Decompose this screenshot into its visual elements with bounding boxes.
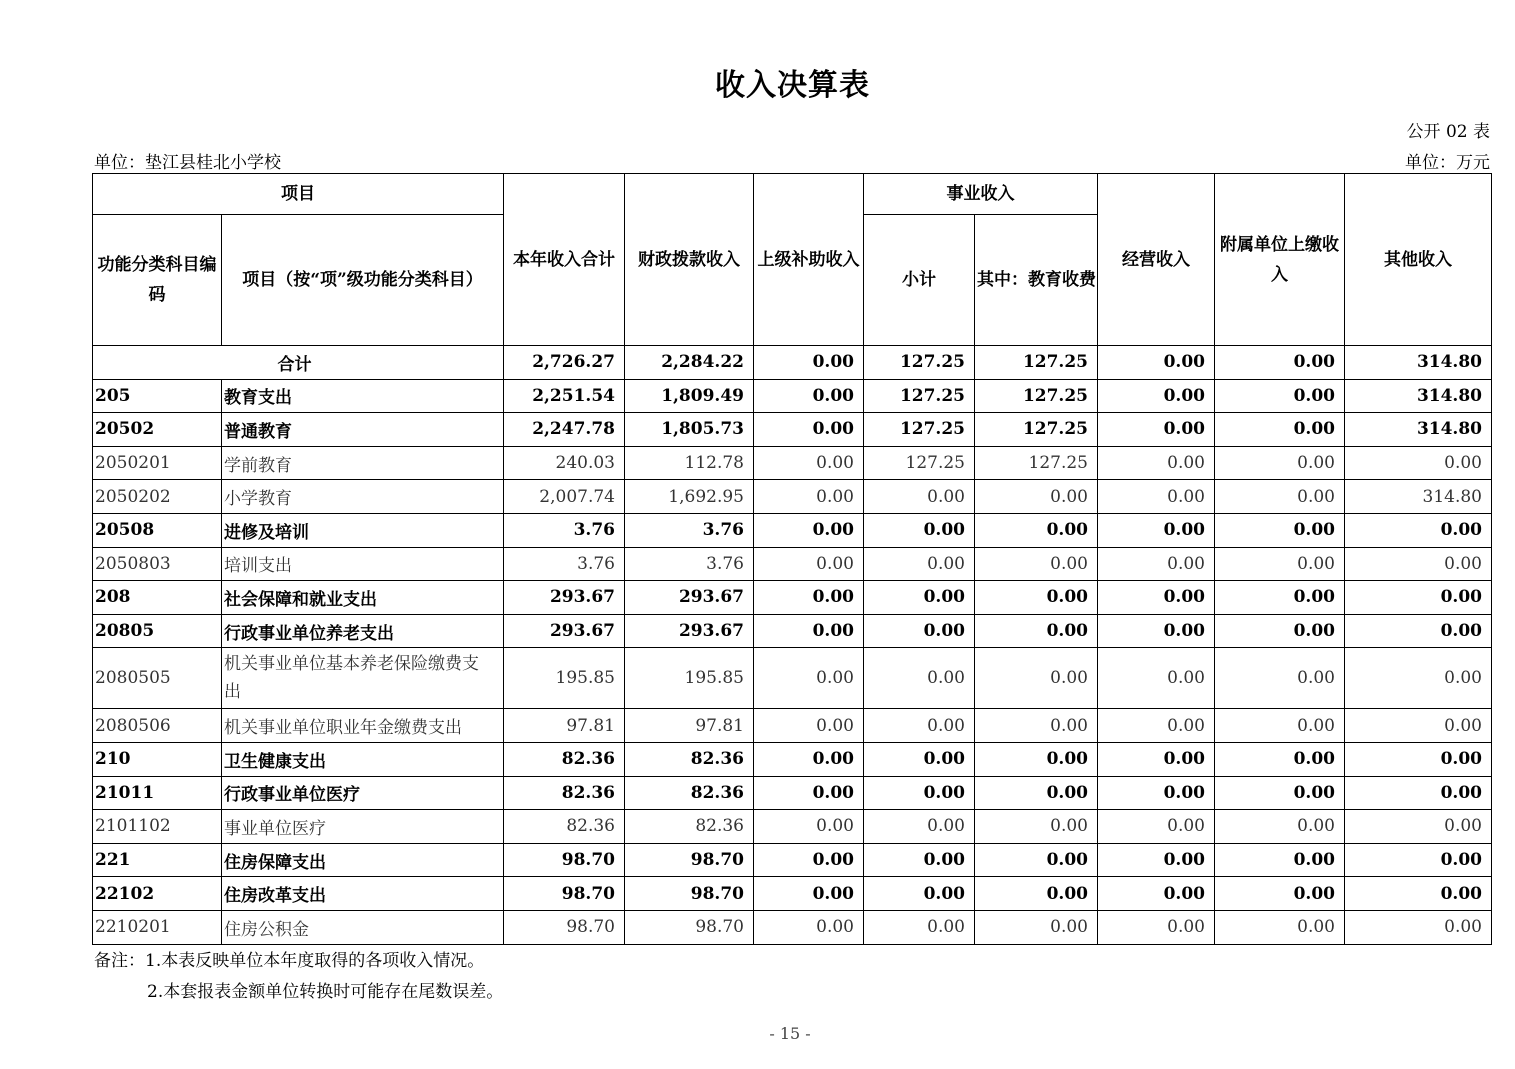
row-value: 0.00 (1215, 648, 1345, 709)
row-value: 97.81 (504, 709, 625, 743)
row-value: 0.00 (975, 480, 1098, 514)
row-code: 22102 (93, 877, 222, 911)
row-value: 0.00 (1345, 581, 1492, 615)
row-value: 0.00 (754, 810, 864, 844)
header-fiscal: 财政拨款收入 (625, 174, 754, 346)
total-cell: 127.25 (975, 346, 1098, 380)
total-cell: 0.00 (1098, 346, 1215, 380)
row-value: 0.00 (1215, 709, 1345, 743)
row-value: 0.00 (1345, 742, 1492, 776)
row-value: 0.00 (864, 614, 975, 648)
table-row (93, 810, 1492, 844)
currency-unit: 单位：万元 (1405, 153, 1490, 173)
row-value: 0.00 (754, 581, 864, 615)
row-value: 0.00 (1215, 742, 1345, 776)
header-edu-fee: 其中：教育收费 (975, 215, 1098, 346)
row-value: 3.76 (504, 547, 625, 581)
row-value: 314.80 (1345, 480, 1492, 514)
total-cell: 2,284.22 (625, 346, 754, 380)
header-affiliated: 附属单位上缴收入 (1215, 174, 1345, 346)
row-value: 127.25 (864, 379, 975, 413)
row-value: 0.00 (864, 877, 975, 911)
table-header (93, 174, 1492, 346)
row-value: 0.00 (975, 648, 1098, 709)
row-value: 0.00 (1098, 379, 1215, 413)
row-name: 教育支出 (222, 379, 504, 413)
row-value: 2,251.54 (504, 379, 625, 413)
row-name: 社会保障和就业支出 (222, 581, 504, 615)
row-value: 0.00 (754, 446, 864, 480)
row-value: 0.00 (754, 776, 864, 810)
note-line-2: 2.本套报表金额单位转换时可能存在尾数误差。 (147, 982, 504, 1002)
row-value: 0.00 (975, 742, 1098, 776)
row-value: 0.00 (754, 877, 864, 911)
reporting-unit: 单位：垫江县桂北小学校 (94, 153, 281, 173)
table-row (93, 709, 1492, 743)
row-code: 2080505 (93, 648, 222, 709)
table-row (93, 513, 1492, 547)
table-row (93, 581, 1492, 615)
table-row (93, 547, 1492, 581)
row-value: 0.00 (754, 614, 864, 648)
header-total-income: 本年收入合计 (504, 174, 625, 346)
row-value: 0.00 (1215, 547, 1345, 581)
row-value: 0.00 (1215, 843, 1345, 877)
row-value: 0.00 (864, 513, 975, 547)
row-value: 0.00 (864, 742, 975, 776)
total-cell: 0.00 (754, 346, 864, 380)
table-row (93, 413, 1492, 447)
row-value: 293.67 (625, 614, 754, 648)
row-value: 0.00 (864, 810, 975, 844)
row-value: 0.00 (1098, 513, 1215, 547)
row-name: 行政事业单位养老支出 (222, 614, 504, 648)
row-value: 0.00 (975, 810, 1098, 844)
header-business-income: 事业收入 (864, 174, 1098, 215)
row-value: 0.00 (1098, 614, 1215, 648)
row-value: 1,805.73 (625, 413, 754, 447)
header-operating: 经营收入 (1098, 174, 1215, 346)
row-value: 0.00 (1098, 446, 1215, 480)
row-value: 0.00 (1215, 614, 1345, 648)
row-value: 98.70 (504, 877, 625, 911)
row-value: 0.00 (1098, 776, 1215, 810)
table-row (93, 877, 1492, 911)
total-cell: 127.25 (864, 346, 975, 380)
row-value: 3.76 (504, 513, 625, 547)
row-value: 0.00 (754, 513, 864, 547)
row-value: 0.00 (1345, 877, 1492, 911)
row-value: 0.00 (1345, 446, 1492, 480)
row-value: 314.80 (1345, 413, 1492, 447)
header-project-name: 项目（按“项”级功能分类科目） (222, 215, 504, 346)
row-value: 127.25 (975, 446, 1098, 480)
row-value: 0.00 (754, 742, 864, 776)
row-value: 0.00 (1215, 581, 1345, 615)
row-name: 住房改革支出 (222, 877, 504, 911)
table-row (93, 614, 1492, 648)
row-value: 0.00 (1345, 614, 1492, 648)
row-value: 0.00 (754, 910, 864, 944)
row-value: 127.25 (864, 413, 975, 447)
row-value: 2,247.78 (504, 413, 625, 447)
form-number: 公开 02 表 (1406, 122, 1490, 142)
row-value: 0.00 (864, 581, 975, 615)
row-value: 0.00 (1098, 547, 1215, 581)
total-row (93, 346, 1492, 380)
row-value: 82.36 (625, 810, 754, 844)
total-cell: 0.00 (1215, 346, 1345, 380)
row-name: 事业单位医疗 (222, 810, 504, 844)
page-number: - 15 - (769, 1024, 811, 1043)
row-value: 97.81 (625, 709, 754, 743)
row-name: 卫生健康支出 (222, 742, 504, 776)
row-code: 208 (93, 581, 222, 615)
row-value: 0.00 (975, 513, 1098, 547)
row-value: 0.00 (1345, 709, 1492, 743)
header-func-code: 功能分类科目编码 (93, 215, 222, 346)
row-value: 0.00 (1215, 877, 1345, 911)
row-value: 293.67 (504, 581, 625, 615)
total-cell: 314.80 (1345, 346, 1492, 380)
row-value: 0.00 (1215, 810, 1345, 844)
row-value: 0.00 (754, 379, 864, 413)
row-value: 98.70 (625, 910, 754, 944)
row-code: 2101102 (93, 810, 222, 844)
row-value: 98.70 (504, 843, 625, 877)
row-value: 0.00 (754, 480, 864, 514)
row-value: 0.00 (1098, 742, 1215, 776)
row-value: 293.67 (504, 614, 625, 648)
total-cell: 2,726.27 (504, 346, 625, 380)
row-name: 住房公积金 (222, 910, 504, 944)
row-value: 0.00 (1098, 843, 1215, 877)
row-code: 221 (93, 843, 222, 877)
row-value: 0.00 (1098, 581, 1215, 615)
row-value: 0.00 (1098, 709, 1215, 743)
row-value: 82.36 (625, 776, 754, 810)
row-name: 机关事业单位基本养老保险缴费支出 (222, 648, 504, 709)
row-value: 0.00 (1098, 810, 1215, 844)
header-project: 项目 (93, 174, 504, 215)
row-value: 0.00 (975, 547, 1098, 581)
header-other: 其他收入 (1345, 174, 1492, 346)
row-value: 0.00 (975, 843, 1098, 877)
header-superior: 上级补助收入 (754, 174, 864, 346)
row-value: 0.00 (754, 709, 864, 743)
row-value: 0.00 (1215, 480, 1345, 514)
row-value: 0.00 (1345, 776, 1492, 810)
row-name: 普通教育 (222, 413, 504, 447)
row-value: 98.70 (625, 877, 754, 911)
row-name: 机关事业单位职业年金缴费支出 (222, 709, 504, 743)
row-value: 127.25 (864, 446, 975, 480)
row-value: 0.00 (975, 614, 1098, 648)
row-value: 0.00 (864, 843, 975, 877)
notes (94, 946, 503, 1008)
row-value: 0.00 (1098, 877, 1215, 911)
row-value: 0.00 (754, 648, 864, 709)
row-value: 127.25 (975, 379, 1098, 413)
table-row (93, 480, 1492, 514)
row-value: 0.00 (864, 910, 975, 944)
row-value: 0.00 (975, 910, 1098, 944)
row-value: 0.00 (1345, 547, 1492, 581)
row-value: 0.00 (1098, 910, 1215, 944)
row-value: 240.03 (504, 446, 625, 480)
row-code: 2050202 (93, 480, 222, 514)
row-value: 0.00 (1345, 910, 1492, 944)
row-value: 0.00 (864, 709, 975, 743)
row-code: 21011 (93, 776, 222, 810)
table-row (93, 910, 1492, 944)
row-value: 195.85 (625, 648, 754, 709)
total-label: 合计 (93, 346, 504, 380)
row-value: 0.00 (754, 843, 864, 877)
row-value: 0.00 (1215, 910, 1345, 944)
row-code: 2050201 (93, 446, 222, 480)
row-value: 0.00 (1345, 810, 1492, 844)
row-value: 0.00 (864, 776, 975, 810)
row-value: 1,692.95 (625, 480, 754, 514)
row-value: 0.00 (864, 547, 975, 581)
row-value: 0.00 (1098, 648, 1215, 709)
row-value: 2,007.74 (504, 480, 625, 514)
row-value: 3.76 (625, 547, 754, 581)
row-code: 210 (93, 742, 222, 776)
row-value: 0.00 (864, 648, 975, 709)
row-code: 20502 (93, 413, 222, 447)
row-value: 0.00 (1215, 513, 1345, 547)
row-name: 学前教育 (222, 446, 504, 480)
row-value: 0.00 (1345, 843, 1492, 877)
row-value: 0.00 (1215, 413, 1345, 447)
row-name: 进修及培训 (222, 513, 504, 547)
row-value: 0.00 (975, 709, 1098, 743)
row-value: 98.70 (504, 910, 625, 944)
table-body (93, 346, 1492, 945)
row-value: 195.85 (504, 648, 625, 709)
row-value: 127.25 (975, 413, 1098, 447)
row-value: 82.36 (625, 742, 754, 776)
table-row (93, 648, 1492, 709)
row-code: 20805 (93, 614, 222, 648)
row-code: 2080506 (93, 709, 222, 743)
row-value: 112.78 (625, 446, 754, 480)
row-value: 0.00 (754, 547, 864, 581)
row-code: 20508 (93, 513, 222, 547)
row-value: 0.00 (1215, 446, 1345, 480)
row-value: 0.00 (975, 776, 1098, 810)
row-value: 0.00 (754, 413, 864, 447)
row-name: 住房保障支出 (222, 843, 504, 877)
row-code: 2210201 (93, 910, 222, 944)
row-name: 小学教育 (222, 480, 504, 514)
row-value: 98.70 (625, 843, 754, 877)
row-value: 0.00 (1098, 413, 1215, 447)
row-code: 205 (93, 379, 222, 413)
table-row (93, 379, 1492, 413)
table-row (93, 843, 1492, 877)
row-name: 行政事业单位医疗 (222, 776, 504, 810)
row-code: 2050803 (93, 547, 222, 581)
row-value: 314.80 (1345, 379, 1492, 413)
row-value: 0.00 (975, 581, 1098, 615)
row-value: 0.00 (1345, 648, 1492, 709)
row-value: 3.76 (625, 513, 754, 547)
row-value: 0.00 (1098, 480, 1215, 514)
row-value: 82.36 (504, 742, 625, 776)
row-value: 0.00 (864, 480, 975, 514)
row-value: 0.00 (1345, 513, 1492, 547)
row-name: 培训支出 (222, 547, 504, 581)
row-value: 1,809.49 (625, 379, 754, 413)
table-row (93, 776, 1492, 810)
page-title: 收入决算表 (715, 68, 870, 103)
header-subtotal: 小计 (864, 215, 975, 346)
row-value: 0.00 (1215, 379, 1345, 413)
table-row (93, 742, 1492, 776)
row-value: 0.00 (975, 877, 1098, 911)
income-table (92, 173, 1492, 945)
row-value: 82.36 (504, 776, 625, 810)
row-value: 0.00 (1215, 776, 1345, 810)
note-line-1: 备注：1.本表反映单位本年度取得的各项收入情况。 (94, 951, 485, 971)
row-value: 82.36 (504, 810, 625, 844)
row-value: 293.67 (625, 581, 754, 615)
table-row (93, 446, 1492, 480)
